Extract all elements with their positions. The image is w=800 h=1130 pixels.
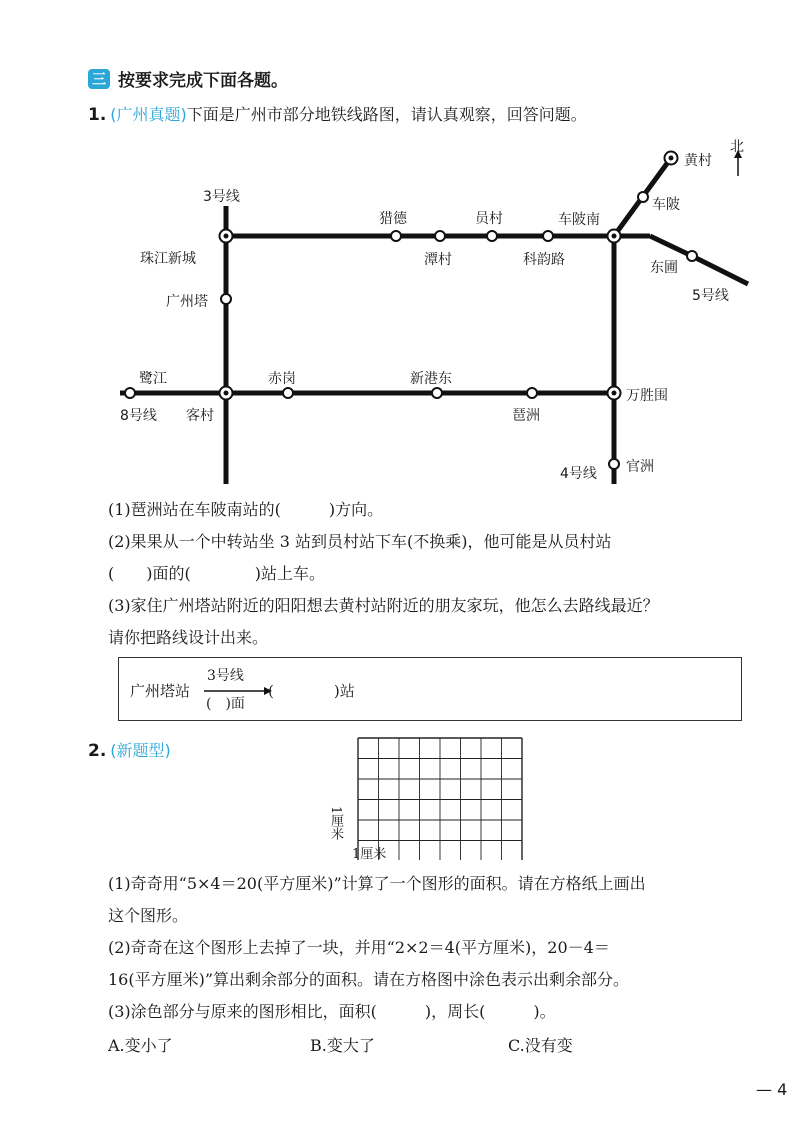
- line-5-label: 5号线: [692, 288, 729, 304]
- q1-text: 下面是广州市部分地铁线路图，请认真观察，回答问题。: [186, 105, 587, 124]
- q1-tag: (广州真题): [110, 105, 187, 124]
- station-xingangdong: [432, 388, 442, 398]
- choice-c[interactable]: C.没有变: [508, 1036, 573, 1055]
- q1-sub2-line2: ( )面的( )站上车。: [108, 564, 325, 583]
- route-blank[interactable]: ( )站: [268, 682, 355, 700]
- q1-number: 1.: [88, 105, 107, 125]
- q2-tag: (新题型): [110, 741, 171, 760]
- q2-number: 2.: [88, 741, 107, 761]
- q2-sub2-line1: (2)奇奇在这个图形上去掉了一块，并用“2×2＝4(平方厘米)，20－4＝: [108, 938, 610, 957]
- station-tancun: [435, 231, 445, 241]
- label-yuancun: 员村: [475, 211, 503, 227]
- label-keyunlu: 科韵路: [523, 252, 565, 268]
- label-guangzhouta: 广州塔: [166, 294, 208, 310]
- metro-map: [0, 0, 800, 500]
- station-chigang: [283, 388, 293, 398]
- label-zhujiangxincheng: 珠江新城: [140, 251, 196, 267]
- station-chebei: [638, 192, 648, 202]
- label-chebei: 车陂: [652, 197, 680, 213]
- label-liede: 猎德: [379, 211, 407, 227]
- route-start: 广州塔站: [130, 682, 191, 700]
- label-huangcun: 黄村: [684, 153, 712, 169]
- label-wanshengwei: 万胜围: [626, 388, 668, 404]
- route-under: ( )面: [206, 696, 245, 712]
- q2-sub2-line2: 16(平方厘米)”算出剩余部分的面积。请在方格图中涂色表示出剩余部分。: [108, 970, 630, 989]
- q2-sub1-line1: (1)奇奇用“5×4＝20(平方厘米)”计算了一个图形的面积。请在方格纸上画出: [108, 874, 646, 893]
- label-donghuan: 东圃: [650, 260, 678, 276]
- q1-sub3-line1: (3)家住广州塔站附近的阳阳想去黄村站附近的朋友家玩，他怎么去路线最近？: [108, 596, 659, 615]
- grid-label-horizontal: 1厘米: [352, 847, 387, 862]
- grid-paper[interactable]: [350, 735, 525, 860]
- station-lujiang: [125, 388, 135, 398]
- label-pazhou: 琶洲: [512, 408, 540, 424]
- station-donghuan: [687, 251, 697, 261]
- line-4-label: 4号线: [560, 466, 597, 482]
- station-keyunlu: [543, 231, 553, 241]
- station-guanzhou: [609, 459, 619, 469]
- line-3-label: 3号线: [203, 189, 240, 205]
- north-label: 北: [730, 139, 744, 155]
- station-guangzhouta: [221, 294, 231, 304]
- q2-sub1-line2: 这个图形。: [108, 906, 189, 925]
- q2-header: [88, 740, 171, 762]
- q1-sub1: (1)琶洲站在车陂南站的( )方向。: [108, 500, 384, 519]
- line-8-label: 8号线: [120, 408, 157, 424]
- label-kecun: 客村: [186, 408, 214, 424]
- station-liede: [391, 231, 401, 241]
- q2-sub3: (3)涂色部分与原来的图形相比，面积( )，周长( )。: [108, 1002, 556, 1021]
- station-pazhou: [527, 388, 537, 398]
- label-chigang: 赤岗: [268, 371, 296, 387]
- section-title: 按要求完成下面各题。: [118, 71, 288, 91]
- section-badge: 三: [88, 69, 110, 89]
- label-xingangdong: 新港东: [410, 371, 452, 387]
- label-tancun: 潭村: [424, 252, 452, 268]
- label-lujiang: 鹭江: [139, 371, 167, 387]
- q1-sub2-line1: (2)果果从一个中转站坐 3 站到员村站下车(不换乘)，他可能是从员村站: [108, 532, 612, 551]
- grid-label-vertical: 1厘米: [328, 806, 343, 841]
- station-yuancun: [487, 231, 497, 241]
- choice-b[interactable]: B.变大了: [310, 1036, 375, 1055]
- q1-sub3-line2: 请你把路线设计出来。: [108, 628, 269, 647]
- label-guanzhou: 官洲: [626, 459, 654, 475]
- choice-a[interactable]: A.变小了: [108, 1036, 173, 1055]
- route-over: 3号线: [207, 668, 244, 684]
- page-number: — 4: [756, 1080, 788, 1099]
- label-chebeinan: 车陂南: [558, 212, 600, 228]
